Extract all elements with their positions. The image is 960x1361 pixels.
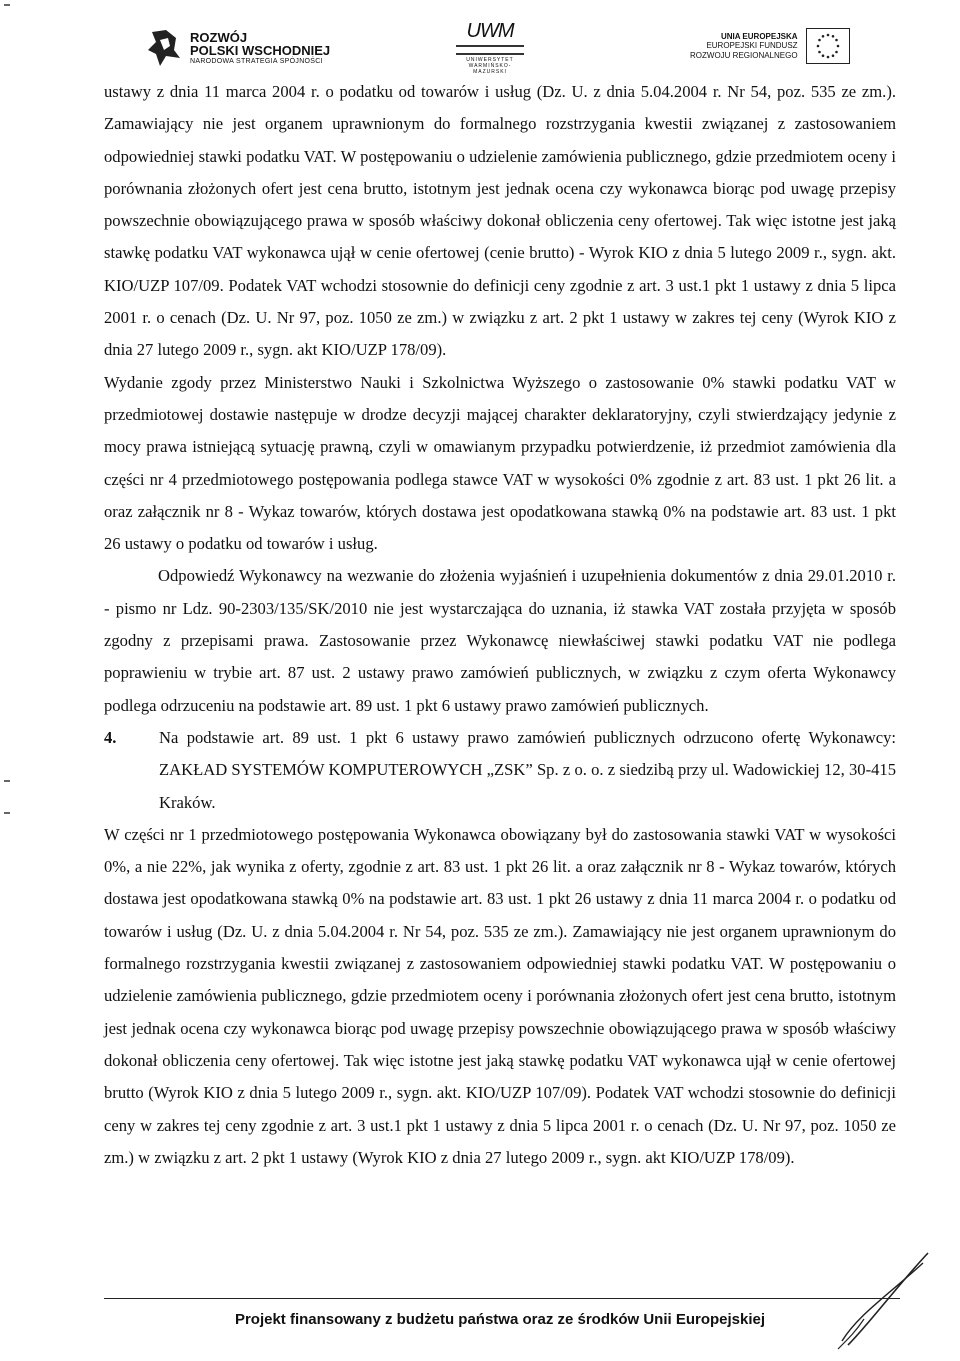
uwm-logo [452, 20, 528, 75]
eu-flag-icon [806, 28, 850, 64]
margin-mark [4, 780, 10, 782]
logo-left-line3: NARODOWA STRATEGIA SPÓJNOŚCI [190, 57, 323, 65]
eu-line1: UNIA EUROPEJSKA [720, 31, 798, 41]
eu-line2: EUROPEJSKI FUNDUSZ [706, 41, 798, 51]
logo-left-line2: POLSKI WSCHODNIEJ [190, 43, 331, 59]
eu-line3: ROZWOJU REGIONALNEGO [690, 50, 798, 60]
paragraph-2: Wydanie zgody przez Ministerstwo Nauki i Szkolnictwa Wyższego o zastosowanie 0% stawki podatku VAT w przedmiotowej dostawie następuje w drodze decyzji mającej charakter deklaratoryjny, czyli stwierdzający jedynie z mocy prawa istniejącą sytuację prawną, czyli w omawianym przypadku potwierdzenie, iż przedmiot zamówienia dla części nr 4 przedmiotowego postępowania podlega stawce VAT w wysokości 0% zgodnie z art. 83 ust. 1 pkt 26 lit. a oraz załącznik nr 8 - Wykaz towarów, których dostawa jest opodatkowana stawką 0% na podstawie art. 83 ust. 1 pkt 26 ustawy o podatku od towarów i usług. [104, 372, 896, 554]
handwritten-signature-icon [828, 1245, 938, 1355]
eu-logo [690, 28, 850, 64]
item-text: Na podstawie art. 89 ust. 1 pkt 6 ustawy prawo zamówień publicznych odrzucono ofertę Wykonawcy: ZAKŁAD SYSTEMÓW KOMPUTEROWYCH „ZSK” Sp. z o. o. z siedzibą przy ul. Wadowickiej 12, 30-415 Kraków. [159, 727, 896, 812]
document-body [104, 76, 896, 1174]
item-number: 4. [104, 727, 117, 747]
uwm-bars-icon [456, 45, 524, 55]
rozwoj-polski-wschodniej-logo [146, 28, 330, 68]
footer-divider [104, 1298, 900, 1299]
footer-text: Projekt finansowany z budżetu państwa oraz ze środków Unii Europejskiej [234, 1311, 766, 1328]
numbered-item-4 [104, 722, 896, 819]
margin-mark [4, 812, 10, 814]
page-header [0, 0, 960, 80]
uwm-monogram: UWM [466, 20, 514, 42]
paragraph-3: Odpowiedź Wykonawcy na wezwanie do złożenia wyjaśnień i uzupełnienia dokumentów z dnia 29.01.2010 r. - pismo nr Ldz. 90-2303/135/SK/2010 nie jest wystarczająca do uznania, iż stawka VAT została przyjęta w sposób zgodny z przepisami prawa. Zastosowanie przez Wykonawcę niewłaściwej stawki podatku VAT nie podlega poprawieniu w trybie art. 87 ust. 2 ustawy prawo zamówień publicznych, w związku z czym oferta Wykonawcy podlega odrzuceniu na podstawie art. 89 ust. 1 pkt 6 ustawy prawo zamówień publicznych. [104, 566, 896, 715]
uwm-subtitle: UNIWERSYTET WARMIŃSKO-MAZURSKI [466, 57, 514, 75]
eagle-emblem-icon [146, 28, 182, 68]
logo-left-line1: ROZWÓJ [190, 29, 248, 45]
paragraph-5: W części nr 1 przedmiotowego postępowania Wykonawca obowiązany był do zastosowania stawki VAT w wysokości 0%, a nie 22%, jak wynika z oferty, zgodnie z art. 83 ust. 1 pkt 26 lit. a oraz załącznik nr 8 - Wykaz towarów, których dostawa jest opodatkowana stawką 0% na podstawie art. 83 ust. 1 pkt 26 ustawy z dnia 11 marca 2004 r. o podatku od towarów i usług (Dz. U. z dnia 5.04.2004 r. Nr 54, poz. 535 ze zm.). Zamawiający nie jest organem uprawnionym do formalnego rozstrzygania kwestii związanej z zastosowaniem odpowiedniej stawki podatku VAT. W postępowaniu o udzielenie zamówienia publicznego, gdzie przedmiotem oceny i porównania złożonych ofert jest cena brutto, istotnym jest jednak ocena czy wykonawca biorąc pod uwagę przepisy powszechnie obowiązującego prawa w sposób właściwy dokonał obliczenia ceny ofertowej. Tak więc istotne jest jaką stawkę podatku VAT wykonawca ujął w cenie ofertowej brutto (Wyrok KIO z dnia 5 lutego 2009 r., sygn. akt. KIO/UZP 107/09). Podatek VAT wchodzi stosownie do definicji ceny w zakres tej ceny zgodnie z art. 3 ust.1 pkt 1 ustawy z dnia 5 lipca 2001 r. o cenach (Dz. U. Nr 97, poz. 1050 ze zm.) w związku z art. 2 pkt 1 ustawy (Wyrok KIO z dnia 27 lutego 2009 r., sygn. akt KIO/UZP 178/09). [104, 824, 896, 1167]
margin-mark [4, 4, 10, 6]
paragraph-1: ustawy z dnia 11 marca 2004 r. o podatku od towarów i usług (Dz. U. z dnia 5.04.2004 r. Nr 54, poz. 535 ze zm.). Zamawiający nie jest organem uprawnionym do formalnego rozstrzygania kwestii związanej z zastosowaniem odpowiedniej stawki podatku VAT. W postępowaniu o udzielenie zamówienia publicznego, gdzie przedmiotem oceny i porównania złożonych ofert jest cena brutto, istotnym jest jednak ocena czy wykonawca biorąc pod uwagę przepisy powszechnie obowiązującego prawa w sposób właściwy dokonał obliczenia ceny ofertowej. Tak więc istotne jest jaką stawkę podatku VAT wykonawca ujął w cenie ofertowej (cenie brutto) - Wyrok KIO z dnia 5 lutego 2009 r., sygn. akt. KIO/UZP 107/09. Podatek VAT wchodzi stosownie do definicji ceny zgodnie z art. 3 ust.1 pkt 1 ustawy z dnia 5 lipca 2001 r. o cenach (Dz. U. Nr 97, poz. 1050 ze zm.) w związku z art. 2 pkt 1 ustawy w zakres tej ceny (Wyrok KIO z dnia 27 lutego 2009 r., sygn. akt KIO/UZP 178/09). [104, 82, 896, 360]
